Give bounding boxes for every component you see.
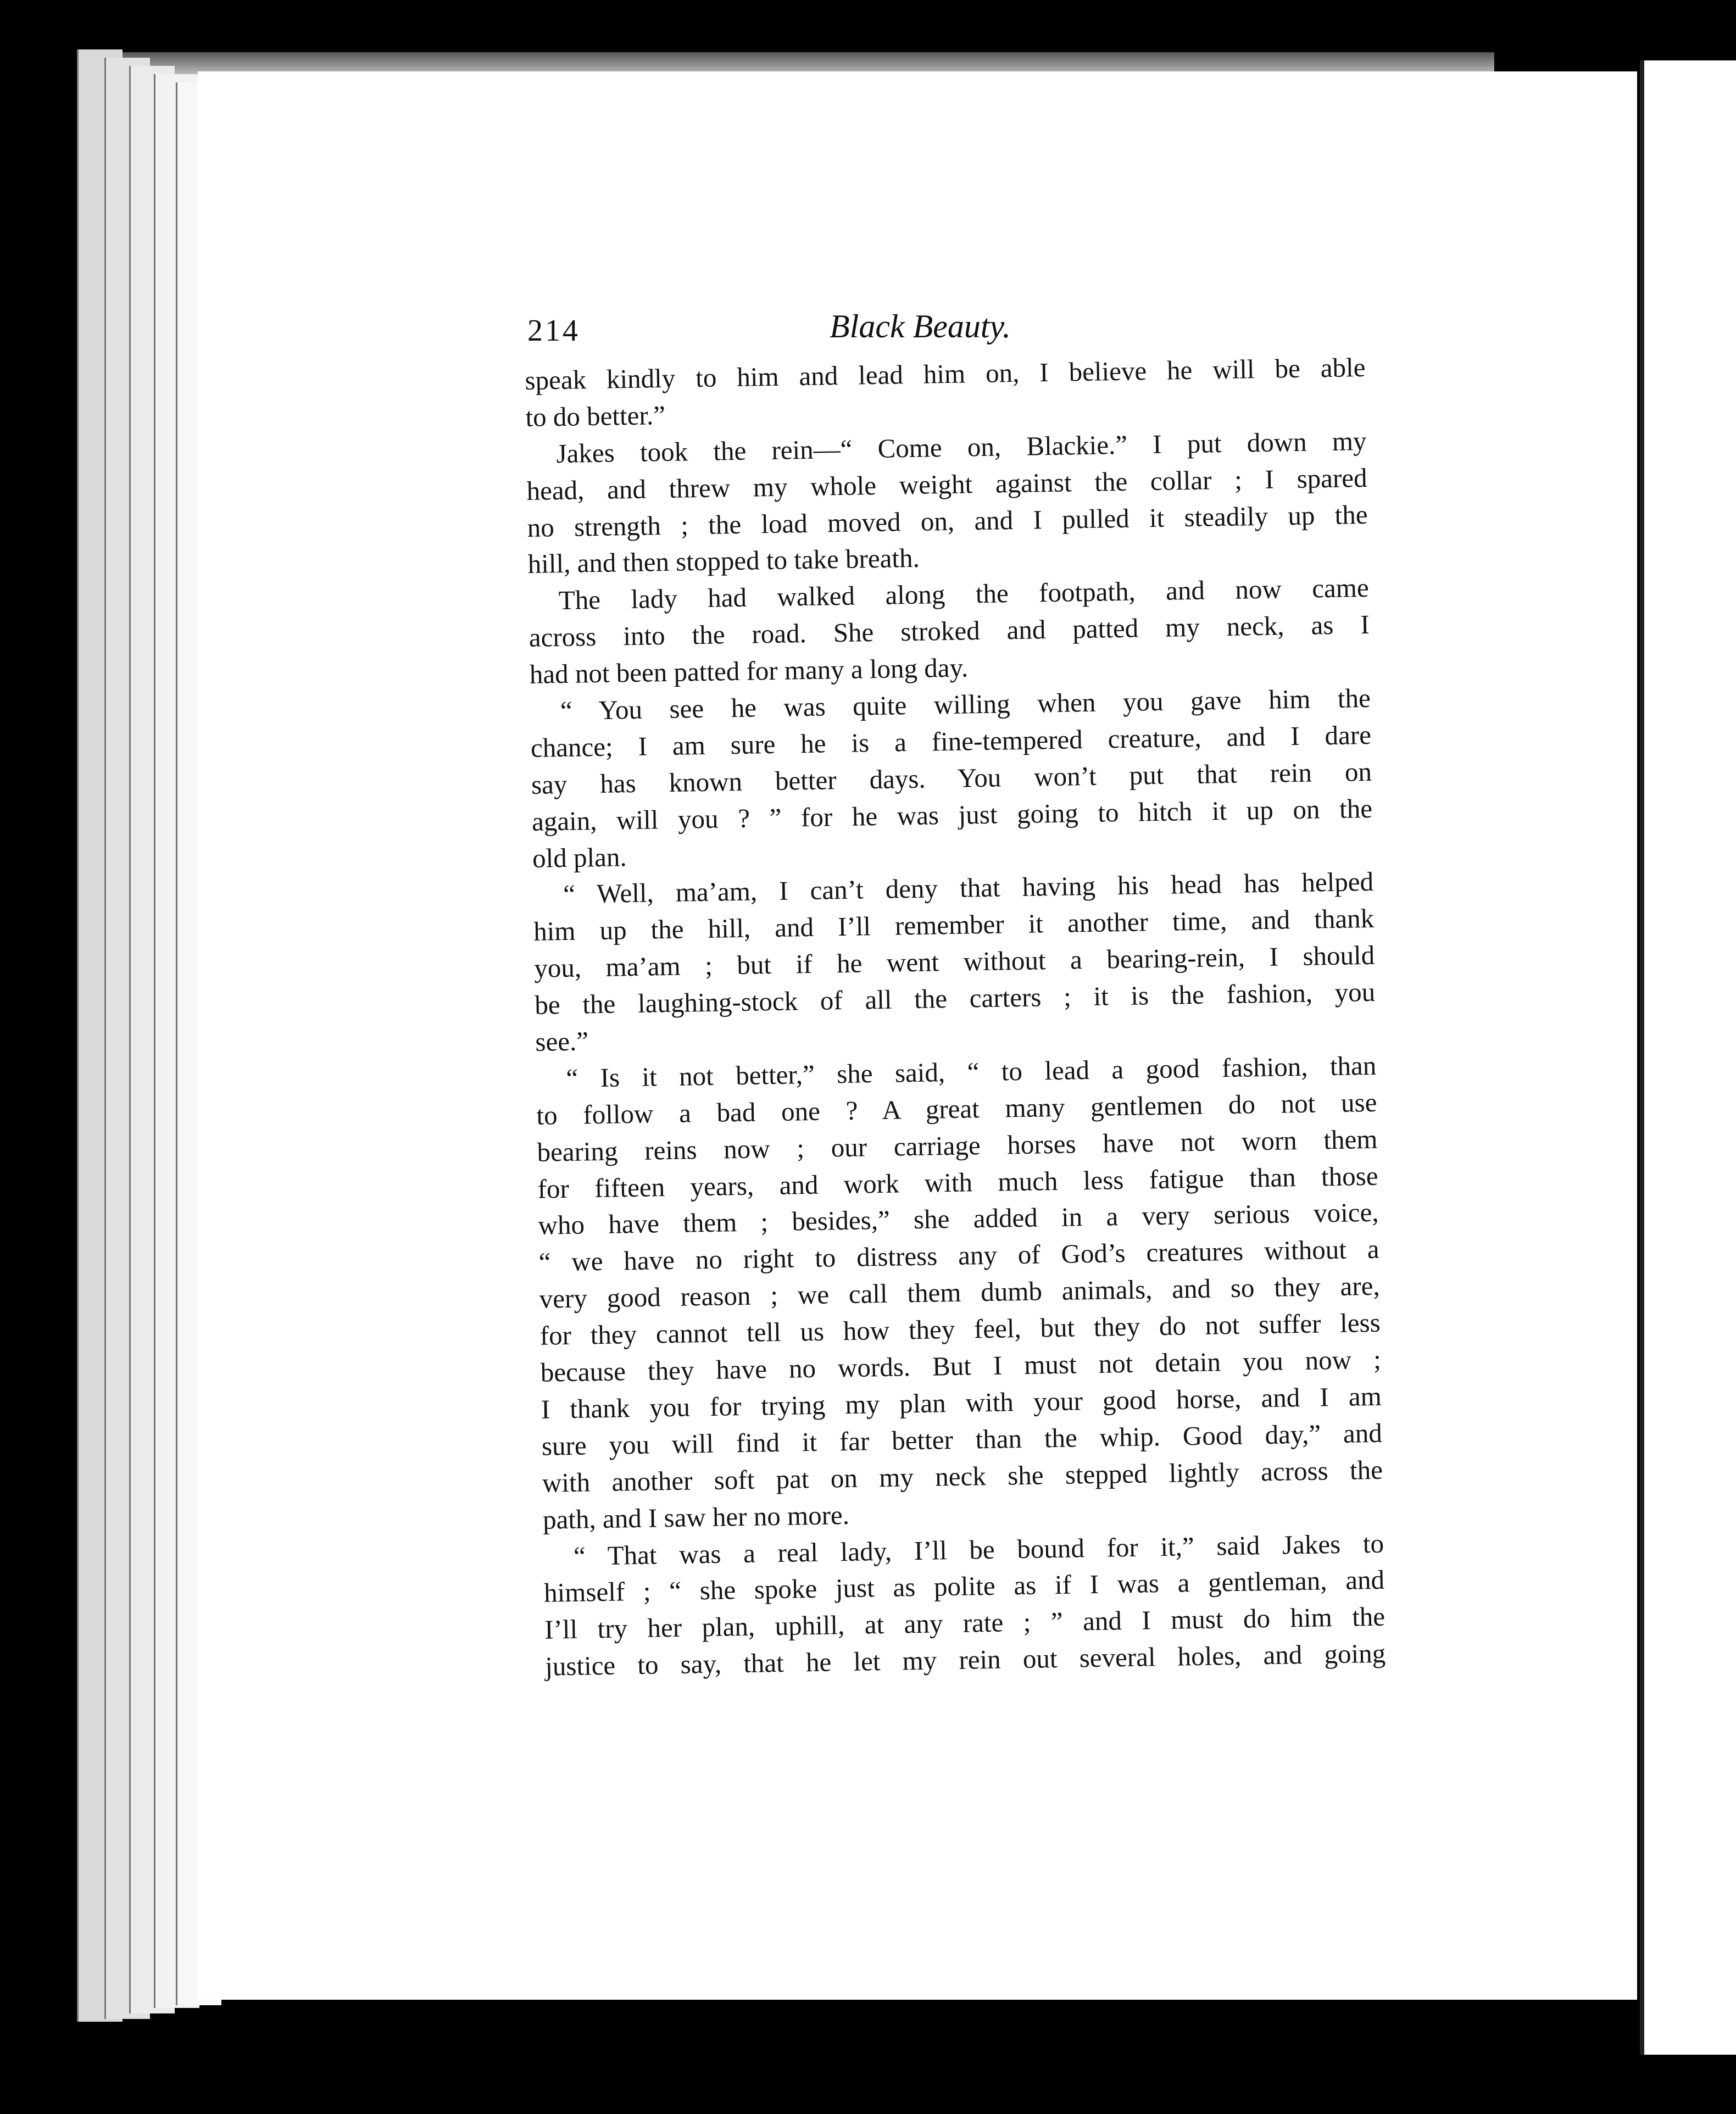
text-line: see.” <box>535 1026 589 1057</box>
text-line: “ That was a real lady, I’ll be bound for it,” said Jakes to <box>573 1528 1384 1571</box>
text-line: be the laughing-stock of all the carters ; it is the fashion, you <box>534 976 1376 1020</box>
text-line: old plan. <box>532 841 627 874</box>
text-line: bearing reins now ; our carriage horses have not worn them <box>537 1123 1378 1167</box>
text-line: with another soft pat on my neck she stepped lightly across the <box>542 1454 1383 1498</box>
text-line: for they cannot tell us how they feel, but they do not suffer less <box>539 1307 1381 1351</box>
text-line: sure you will find it far better than the whip. Good day,” and <box>541 1417 1383 1461</box>
text-line: speak kindly to him and lead him on, I believe he will be able <box>525 352 1366 396</box>
body-text <box>525 349 1386 1685</box>
facing-page-edge <box>1640 60 1736 2055</box>
text-line: “ Well, ma’am, I can’t deny that having his head has helped <box>563 866 1374 910</box>
text-line: “ You see he was quite willing when you gave him the <box>560 682 1371 726</box>
text-line: himself ; “ she spoke just as polite as if I was a gentleman, and <box>543 1565 1385 1609</box>
page-stack-top-edge <box>77 52 1494 74</box>
text-line: no strength ; the load moved on, and I pulled it steadily up the <box>527 499 1368 543</box>
text-line: justice to say, that he let my rein out several holes, and going <box>544 1638 1386 1682</box>
text-line: because they have no words. But I must not detain you now ; <box>540 1344 1382 1388</box>
text-line: him up the hill, and I’ll remember it another time, and thank <box>533 903 1375 947</box>
text-line: to follow a bad one ? A great many gentlemen do not use <box>536 1087 1377 1131</box>
text-line: you, ma’am ; but if he went without a bearing-rein, I should <box>533 940 1375 984</box>
text-line: I’ll try her plan, uphill, at any rate ; ” and I must do him the <box>544 1601 1386 1645</box>
text-line: “ Is it not better,” she said, “ to lead a good fashion, than <box>566 1050 1377 1093</box>
text-line: The lady had walked along the footpath, and now came <box>558 572 1370 616</box>
text-line: who have them ; besides,” she added in a very serious voice, <box>538 1197 1379 1241</box>
text-line: hill, and then stopped to take breath. <box>527 543 920 580</box>
text-line: across into the road. She stroked and patted my neck, as I <box>528 609 1370 653</box>
text-line: Jakes took the rein—“ Come on, Blackie.” I put down my <box>556 425 1367 469</box>
text-line: say has known better days. You won’t put that rein on <box>531 756 1372 800</box>
text-line: for fifteen years, and work with much less fatigue than those <box>537 1160 1378 1204</box>
text-line: I thank you for trying my plan with your good horse, and I am <box>541 1381 1382 1425</box>
text-line: path, and I saw her no more. <box>542 1499 850 1535</box>
page-number: 214 <box>527 314 580 348</box>
text-line: head, and threw my whole weight against the collar ; I spared <box>526 462 1367 506</box>
text-line: to do better.” <box>525 399 666 432</box>
text-line: very good reason ; we call them dumb animals, and so they are, <box>539 1271 1381 1315</box>
text-line: had not been patted for many a long day. <box>529 652 969 690</box>
text-line: chance; I am sure he is a fine-tempered creature, and I dare <box>530 719 1372 763</box>
running-head <box>527 308 1351 357</box>
running-title: Black Beauty. <box>830 308 1011 344</box>
text-line: again, will you ? ” for he was just going to hitch it up on the <box>531 793 1373 837</box>
text-line: “ we have no right to distress any of God’s creatures without a <box>538 1234 1379 1278</box>
